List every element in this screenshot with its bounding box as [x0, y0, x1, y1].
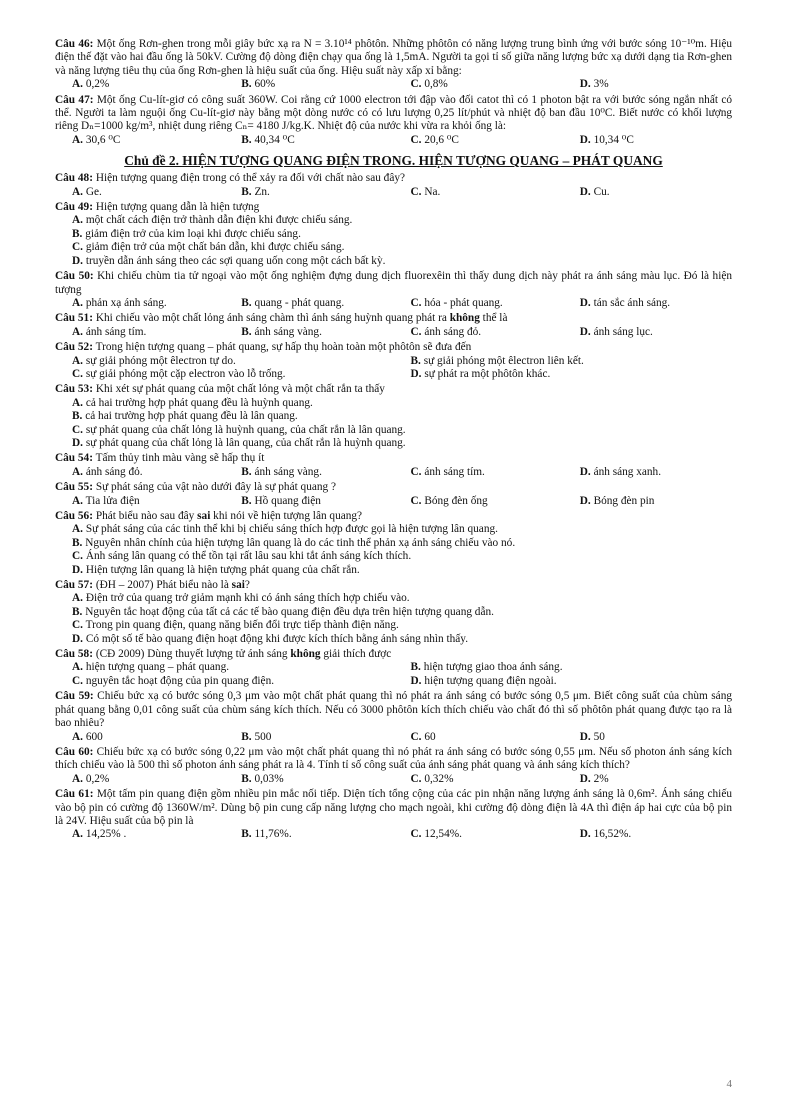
option-letter: A. — [72, 133, 83, 146]
option-text: một chất cách điện trở thành dẫn điện khi được chiếu sáng. — [85, 214, 353, 227]
answer-option — [224, 186, 393, 199]
question-text: Khi chiếu vào một chất lỏng ánh sáng chàm thì ánh sáng huỳnh quang phát ra — [95, 312, 450, 325]
answer-option — [55, 675, 394, 688]
question-emphasis: sai — [231, 579, 245, 592]
question-block — [55, 172, 732, 199]
question-stem — [55, 452, 732, 465]
option-letter: A. — [72, 661, 83, 674]
option-letter: C. — [410, 296, 422, 309]
answer-options — [55, 592, 732, 646]
question-block — [55, 690, 732, 744]
answer-option — [394, 466, 563, 479]
option-text: Cu. — [593, 185, 610, 198]
answer-option — [55, 633, 732, 646]
answer-option — [394, 675, 733, 688]
question-stem — [55, 341, 732, 354]
question-stem — [55, 579, 732, 592]
option-text: 11,76%. — [254, 828, 292, 841]
option-letter: B. — [241, 325, 252, 338]
option-letter: A. — [72, 214, 83, 227]
option-letter: B. — [241, 465, 252, 478]
answer-option — [55, 828, 224, 841]
option-text: Trong pin quang điện, quang năng biến đổi trực tiếp thành điện năng. — [85, 619, 399, 632]
answer-option — [394, 661, 733, 674]
option-letter: A. — [72, 494, 83, 507]
answer-options — [55, 523, 732, 577]
answer-option — [394, 731, 563, 744]
option-text: Có một số tế bào quang điện hoạt động khi được kích thích bằng ánh sáng nhìn thấy. — [85, 632, 469, 645]
option-text: truyền dẫn ánh sáng theo các sợi quang uốn cong một cách bất kỳ. — [85, 254, 386, 267]
question-number: Câu 61: — [55, 788, 94, 801]
option-letter: C. — [410, 730, 422, 743]
answer-option — [55, 355, 394, 368]
option-text: 40,34 ⁰C — [254, 133, 295, 146]
answer-options — [55, 828, 732, 841]
option-text: sự phát quang của chất lỏng là huỳnh quang, của chất rắn là lân quang. — [85, 423, 406, 436]
option-letter: D. — [72, 563, 83, 576]
option-letter: D. — [579, 730, 591, 743]
option-letter: A. — [72, 730, 83, 743]
question-text: Sự phát sáng của vật nào dưới đây là sự phát quang ? — [95, 481, 336, 494]
option-letter: D. — [579, 296, 591, 309]
question-block — [55, 94, 732, 148]
option-text: ánh sáng đỏ. — [85, 465, 143, 478]
option-letter: B. — [410, 354, 421, 367]
answer-option — [55, 661, 394, 674]
question-number: Câu 48: — [55, 172, 93, 185]
question-block — [55, 510, 732, 577]
answer-option — [224, 773, 393, 786]
answer-option — [55, 297, 224, 310]
option-text: 600 — [85, 730, 103, 743]
page-number: 4 — [726, 1077, 732, 1090]
question-number: Câu 54: — [55, 452, 93, 465]
answer-option — [224, 78, 393, 91]
question-text-end: giải thích được — [320, 648, 392, 661]
option-letter: C. — [72, 619, 83, 632]
question-text: (CĐ 2009) Dùng thuyết lượng tử ánh sáng — [95, 648, 291, 661]
question-number: Câu 50: — [55, 270, 94, 283]
question-stem — [55, 690, 732, 730]
answer-option — [394, 355, 733, 368]
option-letter: A. — [72, 523, 83, 536]
answer-option — [55, 326, 224, 339]
answer-option — [55, 241, 732, 254]
option-letter: C. — [410, 78, 422, 91]
question-stem — [55, 270, 732, 297]
answer-option — [394, 773, 563, 786]
option-letter: C. — [410, 828, 422, 841]
option-text: 12,54%. — [424, 828, 462, 841]
answer-option — [55, 424, 732, 437]
question-number: Câu 53: — [55, 383, 93, 396]
option-letter: D. — [579, 772, 591, 785]
option-letter: D. — [410, 674, 422, 687]
option-letter: B. — [241, 133, 252, 146]
option-letter: B. — [241, 78, 252, 91]
question-text: Hiện tượng quang điện trong có thể xảy ra đối với chất nào sau đây? — [95, 172, 406, 185]
answer-option — [55, 134, 224, 147]
answer-option — [55, 773, 224, 786]
question-text: Một ống Rơn-ghen trong mỗi giây bức xạ ra N = 3.10¹⁴ phôtôn. Những phôtôn có năng lượng trung bình ứng với bước sóng 10⁻¹⁰m. Hiệu điện thế đặt vào hai đầu ống là 50kV. Cường độ dòng điện chạy qua ống là 1,5mA. Người ta gọi tỉ số giữa năng lượng bức xạ dưới dạng tia Rơn-ghen và năng lượng tiêu thụ của ống Rơn-ghen là hiệu suất của ống. Hiệu suất này xấp xỉ bằng: — [55, 38, 732, 77]
option-text: 2% — [593, 772, 609, 785]
answer-option — [394, 78, 563, 91]
answer-option — [55, 550, 732, 563]
option-text: cả hai trường hợp phát quang đều là lân quang. — [85, 410, 298, 423]
question-block — [55, 788, 732, 842]
question-block — [55, 312, 732, 339]
option-letter: C. — [410, 133, 422, 146]
answer-option — [394, 495, 563, 508]
question-stem — [55, 312, 732, 325]
option-letter: B. — [241, 772, 252, 785]
option-text: sự giải phóng một cặp electron vào lỗ trống. — [85, 367, 286, 380]
answer-option — [224, 326, 393, 339]
answer-option — [55, 78, 224, 91]
question-number: Câu 60: — [55, 745, 94, 758]
answer-option — [55, 397, 732, 410]
option-text: ánh sáng tím. — [424, 465, 485, 478]
option-text: Hồ quang điện — [254, 494, 321, 507]
option-letter: A. — [72, 828, 83, 841]
questions-section-2 — [55, 172, 732, 842]
option-letter: D. — [579, 325, 591, 338]
question-block — [55, 579, 732, 646]
question-number: Câu 57: — [55, 579, 93, 592]
question-stem — [55, 201, 732, 214]
option-letter: A. — [72, 296, 83, 309]
option-text: 30,6 ⁰C — [85, 133, 121, 146]
answer-option — [55, 186, 224, 199]
option-text: 500 — [254, 730, 272, 743]
answer-options — [55, 214, 732, 268]
option-text: Nguyên tắc hoạt động của tất cả các tế bào quang điện đều dựa trên hiện tượng quang dẫn. — [85, 605, 494, 618]
answer-option — [55, 495, 224, 508]
option-text: Ánh sáng lân quang có thể tồn tại rất lâu sau khi tắt ánh sáng kích thích. — [85, 550, 412, 563]
question-text-end: khi nói về hiện tượng lân quang? — [210, 510, 363, 522]
answer-option — [394, 326, 563, 339]
option-letter: D. — [579, 828, 591, 841]
question-text: Chiếu bức xạ có bước sóng 0,3 μm vào một chất phát quang thì nó phát ra ánh sáng có bước sóng 0,5 μm. Biết công suất của chùm sáng phát quang bằng 0,01 công suất của chùm sáng kích thích. Nếu có 3000 phôtôn kích thích chiếu vào chất đó thì số phôtôn phát quang được tạo ra là bao nhiêu? — [55, 690, 732, 730]
option-letter: D. — [579, 465, 591, 478]
question-number: Câu 59: — [55, 690, 94, 703]
question-text-end: thể là — [479, 312, 508, 325]
answer-option — [563, 326, 732, 339]
question-block — [55, 270, 732, 310]
answer-option — [563, 297, 732, 310]
option-text: Zn. — [254, 185, 270, 198]
option-text: ánh sáng lục. — [593, 325, 653, 338]
option-letter: D. — [72, 436, 83, 449]
question-stem — [55, 94, 732, 134]
option-text: hiện tượng quang – phát quang. — [85, 661, 230, 674]
question-block — [55, 481, 732, 508]
option-letter: B. — [241, 828, 252, 841]
option-letter: C. — [72, 674, 83, 687]
question-block — [55, 452, 732, 479]
option-text: 3% — [593, 78, 609, 91]
question-emphasis: sai — [197, 510, 211, 522]
option-letter: A. — [72, 396, 83, 409]
question-stem — [55, 788, 732, 828]
answer-option — [55, 368, 394, 381]
question-text: Hiện tượng quang dẫn là hiện tượng — [95, 201, 260, 214]
option-text: 60% — [254, 78, 276, 91]
option-letter: D. — [579, 133, 591, 146]
question-text: Phát biểu nào sau đây — [95, 510, 198, 522]
question-number: Câu 51: — [55, 312, 93, 325]
question-number: Câu 58: — [55, 648, 93, 661]
option-text: 50 — [593, 730, 605, 743]
question-block — [55, 383, 732, 450]
option-text: hiện tượng quang điện ngoài. — [424, 674, 557, 687]
document-page — [55, 38, 732, 844]
question-stem — [55, 481, 732, 494]
question-text: (ĐH – 2007) Phát biểu nào là — [95, 579, 232, 592]
option-text: 0,03% — [254, 772, 284, 785]
option-letter: D. — [579, 78, 591, 91]
option-text: quang - phát quang. — [254, 296, 345, 309]
option-text: 0,8% — [424, 78, 448, 91]
option-text: sự giải phóng một êlectron tự do. — [85, 354, 236, 367]
option-letter: C. — [72, 241, 83, 254]
question-stem — [55, 648, 732, 661]
option-letter: D. — [410, 367, 422, 380]
question-number: Câu 49: — [55, 201, 93, 214]
option-text: 20,6 ⁰C — [424, 133, 459, 146]
answer-option — [394, 186, 563, 199]
answer-option — [55, 228, 732, 241]
answer-option — [563, 78, 732, 91]
option-text: giảm điện trở của một chất bán dẫn, khi được chiếu sáng. — [85, 241, 345, 254]
answer-options — [55, 466, 732, 479]
question-block — [55, 201, 732, 268]
question-emphasis: không — [290, 648, 321, 661]
option-text: ánh sáng vàng. — [254, 465, 322, 478]
option-text: ánh sáng vàng. — [254, 325, 322, 338]
answer-options — [55, 661, 732, 688]
option-text: Na. — [424, 185, 441, 198]
answer-option — [224, 828, 393, 841]
answer-option — [55, 523, 732, 536]
option-letter: A. — [72, 325, 83, 338]
question-number: Câu 52: — [55, 341, 93, 354]
option-letter: B. — [241, 296, 252, 309]
option-letter: A. — [72, 772, 83, 785]
answer-option — [563, 828, 732, 841]
option-letter: A. — [72, 592, 83, 605]
option-letter: C. — [410, 185, 422, 198]
answer-options — [55, 297, 732, 310]
option-letter: D. — [72, 632, 83, 645]
answer-option — [55, 437, 732, 450]
question-text: Khi xét sự phát quang của một chất lỏng và một chất rắn ta thấy — [95, 383, 385, 396]
answer-options — [55, 78, 732, 91]
option-letter: A. — [72, 465, 83, 478]
option-text: hiện tượng giao thoa ánh sáng. — [423, 661, 563, 674]
answer-option — [224, 731, 393, 744]
answer-option — [394, 368, 733, 381]
option-letter: C. — [410, 772, 422, 785]
question-text: Chiếu bức xạ có bước sóng 0,22 μm vào một chất phát quang thì nó phát ra ánh sáng có bước sóng 0,55 μm. Nếu số photon ánh sáng kích thích chiếu vào là 500 thì số photon ánh sáng phát ra là 4. Tính tỉ số công suất của ánh sáng phát quang và ánh sáng kích thích? — [55, 745, 732, 772]
answer-option — [55, 731, 224, 744]
answer-options — [55, 134, 732, 147]
answer-option — [55, 592, 732, 605]
answer-option — [563, 466, 732, 479]
answer-option — [563, 186, 732, 199]
option-text: Tia lửa điện — [85, 494, 140, 507]
option-letter: B. — [241, 494, 252, 507]
option-letter: B. — [72, 410, 83, 423]
option-letter: B. — [241, 185, 252, 198]
question-number: Câu 56: — [55, 510, 93, 522]
answer-option — [55, 564, 732, 577]
answer-options — [55, 773, 732, 786]
answer-options — [55, 731, 732, 744]
question-text: Khi chiếu chùm tia tử ngoại vào một ống nghiệm đựng dung dịch fluorexêin thì thấy dung dịch này phát ra ánh sáng màu lục. Đó là hiện tượng — [55, 270, 732, 296]
question-stem — [55, 746, 732, 773]
option-text: Ge. — [85, 185, 102, 198]
option-text: 60 — [424, 730, 436, 743]
option-text: nguyên tắc hoạt động của pin quang điện. — [85, 674, 275, 687]
question-block — [55, 38, 732, 92]
question-block — [55, 341, 732, 381]
answer-options — [55, 495, 732, 508]
option-text: ánh sáng tím. — [85, 325, 147, 338]
option-letter: B. — [72, 605, 83, 618]
question-block — [55, 648, 732, 688]
option-letter: C. — [72, 550, 83, 563]
option-text: 0,2% — [85, 78, 110, 91]
answer-options — [55, 186, 732, 199]
option-letter: D. — [72, 254, 83, 267]
option-text: tán sắc ánh sáng. — [593, 296, 671, 309]
option-text: hóa - phát quang. — [424, 296, 503, 309]
option-text: 0,32% — [424, 772, 454, 785]
option-text: Bóng đèn ống — [424, 494, 488, 507]
answer-option — [563, 773, 732, 786]
answer-option — [563, 134, 732, 147]
answer-option — [394, 828, 563, 841]
option-letter: C. — [410, 494, 422, 507]
question-text: Tấm thủy tinh màu vàng sẽ hấp thụ ít — [95, 452, 265, 465]
answer-option — [224, 297, 393, 310]
answer-option — [563, 495, 732, 508]
option-letter: C. — [410, 465, 422, 478]
option-letter: C. — [72, 423, 83, 436]
question-stem — [55, 510, 732, 523]
option-text: 0,2% — [85, 772, 110, 785]
question-text: Một ống Cu-lít-giơ có công suất 360W. Coi rằng cứ 1000 electron tới đập vào đối catot thì có 1 photon bật ra với bước sóng ngắn nhất có thể. Người ta làm nguội ống Cu-lít-giơ này bằng một dòng nước có có lưu lượng 0,25 lít/phút và nhiệt độ ban đầu 10⁰C. Biết nước có khối lượng riêng Dₙ=1000 kg/m³, nhiệt dung riêng Cₙ= 4180 J/kg.K. Nhiệt độ của nước khi vừa ra khỏi ống là: — [55, 93, 732, 133]
option-letter: A. — [72, 354, 83, 367]
question-text: Trong hiện tượng quang – phát quang, sự hấp thụ hoàn toàn một phôtôn sẽ đưa đến — [95, 341, 472, 354]
option-text: giảm điện trở của kim loại khi được chiếu sáng. — [85, 227, 301, 240]
option-letter: A. — [72, 78, 83, 91]
question-number: Câu 55: — [55, 481, 93, 494]
option-text: ánh sáng xanh. — [593, 465, 662, 478]
question-block — [55, 746, 732, 786]
option-text: Sự phát sáng của các tinh thể khi bị chiếu sáng thích hợp được gọi là hiện tượng lân quang. — [85, 523, 498, 536]
option-text: sự phát quang của chất lỏng là lân quang, của chất rắn là huỳnh quang. — [85, 436, 406, 449]
option-text: cả hai trường hợp phát quang đều là huỳnh quang. — [85, 396, 313, 409]
answer-option — [55, 214, 732, 227]
answer-option — [55, 537, 732, 550]
answer-option — [55, 466, 224, 479]
question-text: Một tấm pin quang điện gồm nhiều pin mắc nối tiếp. Diện tích tổng cộng của các pin nhận năng lượng ánh sáng là 0,6m². Ánh sáng chiếu vào bộ pin có cường độ 1360W/m². Dùng bộ pin cung cấp năng lượng cho mạch ngoài, khi cường độ dòng điện là 4A thì điện áp hai cực của bộ pin là 24V. Hiệu suất của bộ pin là — [55, 788, 732, 827]
option-letter: B. — [72, 227, 83, 240]
question-number: Câu 46: — [55, 38, 94, 50]
answer-option — [55, 255, 732, 268]
option-text: ánh sáng đỏ. — [424, 325, 482, 338]
topic-heading: Chủ đề 2. HIỆN TƯỢNG QUANG ĐIỆN TRONG. HIỆN TƯỢNG QUANG – PHÁT QUANG — [124, 153, 663, 169]
question-stem — [55, 383, 732, 396]
question-stem — [55, 172, 732, 185]
option-text: Điện trở của quang trở giảm mạnh khi có ánh sáng thích hợp chiếu vào. — [85, 592, 410, 605]
option-letter: D. — [579, 494, 591, 507]
option-letter: B. — [241, 730, 252, 743]
answer-option — [394, 297, 563, 310]
option-text: Bóng đèn pin — [593, 494, 655, 507]
option-text: 10,34 ⁰C — [593, 133, 634, 146]
answer-options — [55, 326, 732, 339]
answer-options — [55, 397, 732, 451]
option-letter: B. — [72, 536, 83, 549]
option-text: sự giải phóng một êlectron liên kết. — [423, 354, 584, 367]
answer-options — [55, 355, 732, 382]
answer-option — [563, 731, 732, 744]
option-text: Hiện tượng lân quang là hiện tượng phát quang của chất rắn. — [85, 563, 360, 576]
question-stem — [55, 38, 732, 78]
answer-option — [55, 410, 732, 423]
option-text: 14,25% . — [85, 828, 127, 841]
question-text-end: ? — [244, 579, 250, 592]
option-text: phản xạ ánh sáng. — [85, 296, 167, 309]
answer-option — [55, 606, 732, 619]
option-letter: D. — [579, 185, 591, 198]
answer-option — [224, 466, 393, 479]
answer-option — [55, 619, 732, 632]
question-number: Câu 47: — [55, 93, 94, 106]
option-letter: A. — [72, 185, 83, 198]
option-letter: C. — [410, 325, 422, 338]
option-text: Nguyên nhân chính của hiện tượng lân quang là do các tinh thể phản xạ ánh sáng chiếu vào nó. — [85, 536, 516, 549]
answer-option — [224, 495, 393, 508]
questions-section-1 — [55, 38, 732, 147]
option-text: sự phát ra một phôtôn khác. — [424, 367, 551, 380]
option-text: 16,52%. — [593, 828, 632, 841]
answer-option — [394, 134, 563, 147]
question-emphasis: không — [449, 312, 480, 325]
option-letter: C. — [72, 367, 83, 380]
answer-option — [224, 134, 393, 147]
option-letter: B. — [410, 661, 421, 674]
